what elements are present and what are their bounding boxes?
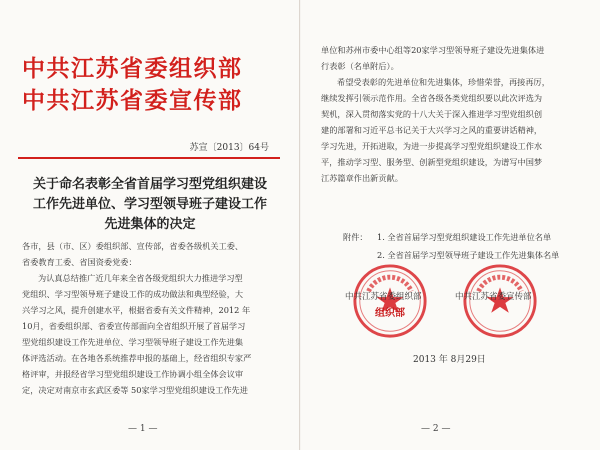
- document-date: 2013 年 8月29日: [413, 355, 486, 365]
- body-line: 单位和苏州市委中心组等20家学习型领导班子建设先进集体进: [321, 45, 545, 55]
- body-line: 省委教育工委、省国资委党委：: [22, 257, 137, 267]
- body-line: 为认真总结推广近几年来全省各级党组织大力推进学习型: [38, 273, 243, 283]
- document-number: 苏宣〔2013〕64号: [189, 143, 269, 153]
- body-line: 党组织、学习型领导班子建设工作的成功做法和典型经验，大: [22, 289, 244, 299]
- body-line: 型党组织建设工作先进单位、学习型领导班子建设工作先进集: [22, 337, 244, 347]
- body-line: 平，推动学习型、服务型、创新型党组织建设，为谱写中国梦: [321, 157, 543, 167]
- body-line: 建的部署和习近平总书记关于大兴学习之风的重要讲话精神，: [321, 125, 543, 135]
- body-line: 体评选活动。在各地各系统推荐申报的基础上，经省组织专家严: [22, 353, 252, 363]
- body-line: 学习先进，开拓进取，为进一步提高学习型党组织建设工作水: [321, 141, 543, 151]
- page-number: — 2 —: [421, 424, 451, 434]
- body-line: 希望受表彰的先进单位和先进集体，珍惜荣誉，再接再厉，: [337, 77, 550, 87]
- page-number: — 1 —: [128, 424, 158, 434]
- seal-department-label: 组织部: [375, 308, 405, 319]
- body-line: 江苏篇章作出新贡献。: [321, 173, 403, 183]
- attachment-item: 1. 全省首届学习型党组织建设工作先进单位名单: [377, 232, 552, 242]
- document-title: [20, 175, 280, 235]
- body-line: 10月，省委组织部、省委宣传部面向全省组织开展了首届学习: [22, 321, 246, 331]
- body-line: 行表彰（名单附后）。: [321, 61, 399, 71]
- org-header-line-1: 中共江苏省委组织部: [22, 55, 243, 82]
- body-line: 定，决定对南京市玄武区委等 50家学习型党组织建设工作先进: [22, 385, 248, 395]
- title-line: 先进集体的决定: [104, 217, 196, 232]
- body-text: [22, 238, 280, 398]
- red-divider-line: [18, 157, 280, 159]
- seal-caption: 中共江苏省委宣传部: [455, 292, 532, 302]
- body-line: 契机，深入贯彻落实党的十八大关于深入推进学习型党组织创: [321, 109, 543, 119]
- seal-caption: 中共江苏省委组织部: [345, 292, 422, 302]
- body-line: 继续发挥引领示范作用。全省各级各类党组织要以此次评选为: [321, 93, 543, 103]
- body-text: [321, 42, 583, 186]
- attachment-item: 2. 全省首届学习型领导班子建设工作先进集体名单: [377, 250, 560, 260]
- title-line: 工作先进单位、学习型领导班子建设工作: [32, 197, 267, 212]
- document-page-2: [301, 0, 600, 450]
- org-header-line-2: 中共江苏省委宣传部: [22, 87, 243, 114]
- attachments-label: 附件：: [343, 232, 368, 242]
- body-line: 兴学习之风，提升创建水平，根据省委有关文件精神，2012 年: [22, 305, 251, 315]
- body-line: 格评审，并报经省学习型党组织建设工作协调小组全体会议审: [22, 369, 244, 379]
- title-line: 关于命名表彰全省首届学习型党组织建设: [32, 177, 267, 192]
- body-line: 各市，县（市、区）委组织部、宣传部，省委各级机关工委、: [22, 241, 244, 251]
